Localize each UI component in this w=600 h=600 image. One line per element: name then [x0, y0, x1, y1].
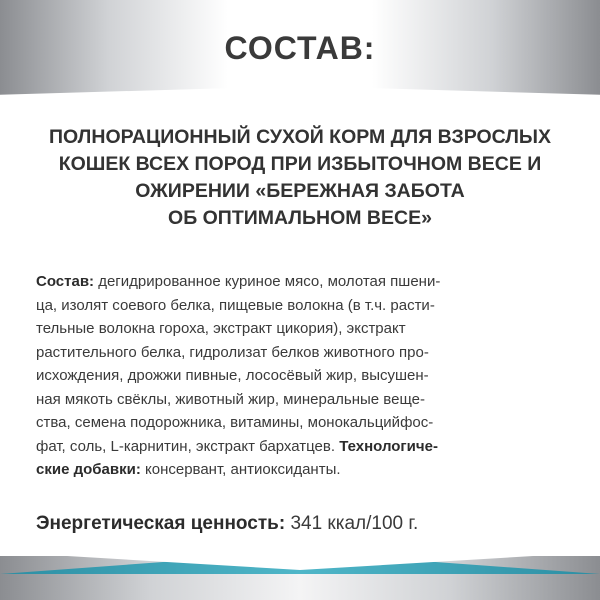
energy-label: Энергетическая ценность:: [36, 513, 286, 534]
composition-text-part: консервант, антиоксиданты.: [140, 461, 341, 478]
product-description-line: ОБ ОПТИМАЛЬНОМ ВЕСЕ»: [168, 207, 432, 229]
composition-line: ная мякоть свёклы, животный жир, минеральные веще-: [36, 390, 425, 408]
composition-text-part: дегидрированное куриное мясо, молотая пшени-: [94, 273, 441, 290]
composition-line: ца, изолят соевого белка, пищевые волокна (в т.ч. расти-: [36, 296, 435, 314]
composition-line: [36, 270, 568, 294]
energy-value-row: [36, 513, 418, 535]
product-description-line: ОЖИРЕНИИ «БЕРЕЖНАЯ ЗАБОТА: [135, 180, 465, 202]
additives-label-part: Технологиче-: [339, 437, 438, 455]
product-description: [20, 124, 580, 232]
composition-line: [36, 435, 568, 459]
composition-line: растительного белка, гидролизат белков животного про-: [36, 343, 429, 361]
product-description-line: ПОЛНОРАЦИОННЫЙ СУХОЙ КОРМ ДЛЯ ВЗРОСЛЫХ: [48, 126, 551, 148]
additives-label-part: ские добавки:: [36, 461, 141, 478]
page-title: СОСТАВ:: [224, 30, 376, 66]
composition-label: Состав:: [36, 273, 95, 290]
composition-line: исхождения, дрожжи пивные, лососёвый жир, высушен-: [36, 367, 429, 384]
composition-line: ства, семена подорожника, витамины, монокальцийфос-: [36, 414, 434, 431]
composition-line: [36, 458, 568, 482]
product-description-line: КОШЕК ВСЕХ ПОРОД ПРИ ИЗБЫТОЧНОМ ВЕСЕ И: [58, 153, 542, 175]
composition-text-part: фат, соль, L-карнитин, экстракт бархатцев.: [36, 437, 340, 455]
composition-text: [36, 270, 568, 482]
energy-value: 341 ккал/100 г.: [285, 513, 419, 534]
composition-line: тельные волокна гороха, экстракт цикория), экстракт: [36, 320, 406, 337]
